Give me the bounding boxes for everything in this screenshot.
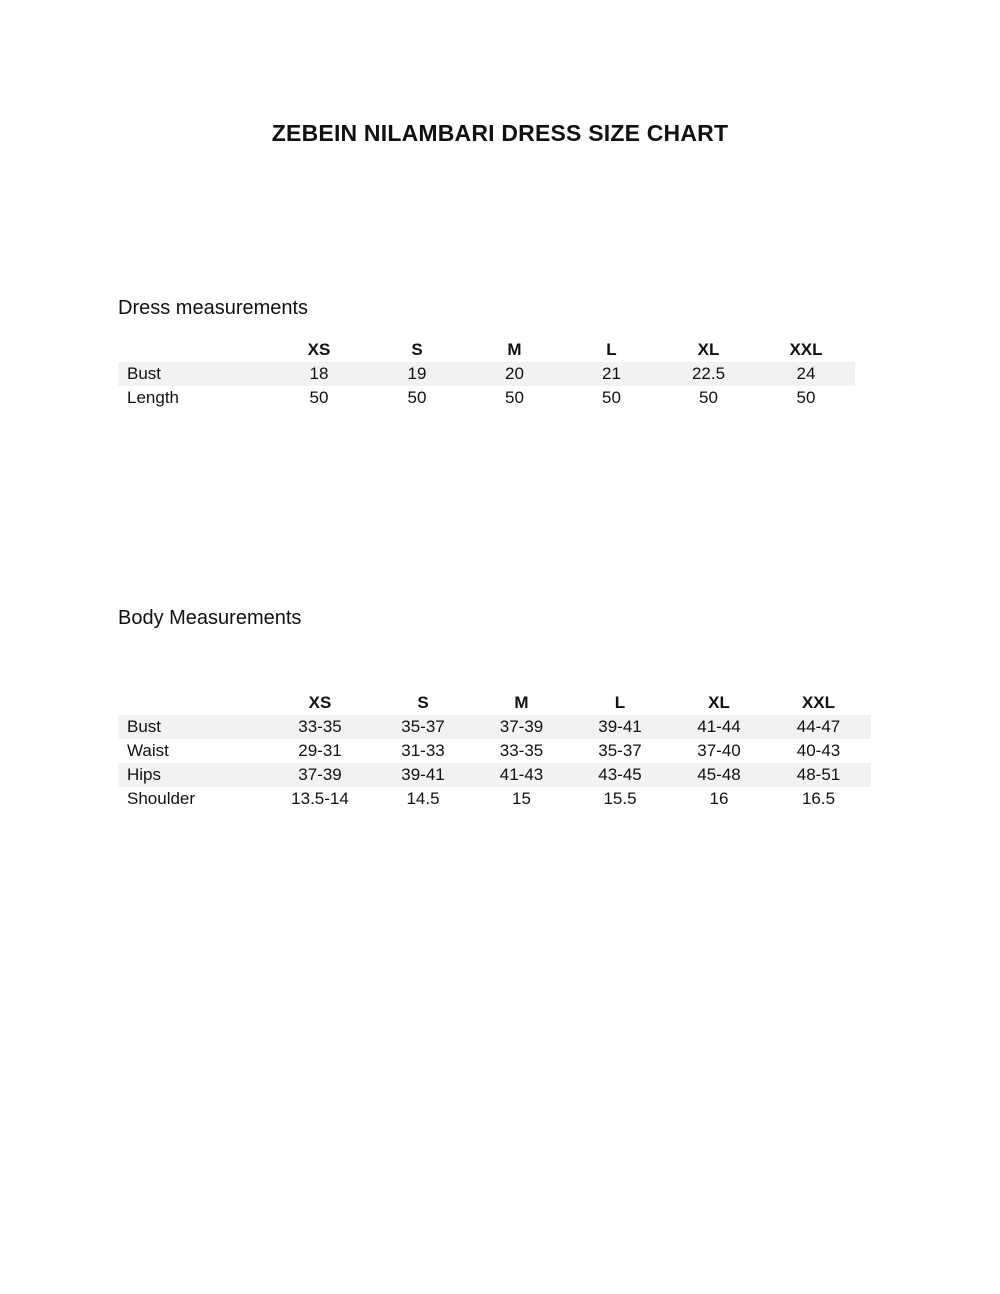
table-cell: 16.5 — [801, 789, 836, 808]
size-header: XS — [307, 340, 331, 359]
table-row — [118, 715, 871, 739]
table-cell: 48-51 — [766, 763, 871, 787]
table-cell: 13.5-14 — [291, 789, 349, 808]
size-header: L — [614, 693, 626, 712]
table-cell: 39-41 — [568, 715, 672, 739]
body-measurements-heading: Body Measurements — [118, 607, 302, 629]
table-cell: 31-33 — [401, 741, 445, 760]
dress-measurements-table — [118, 338, 855, 410]
table-cell: 14.5 — [406, 789, 440, 808]
table-cell: 41-44 — [672, 715, 766, 739]
table-cell: 43-45 — [568, 763, 672, 787]
size-header: L — [606, 340, 617, 359]
dress-measurements-heading: Dress measurements — [118, 297, 309, 319]
table-cell: 37-39 — [269, 763, 371, 787]
table-cell: 16 — [709, 789, 729, 808]
table-row — [118, 362, 855, 386]
row-label: Hips — [118, 763, 269, 787]
table-cell: 20 — [466, 362, 563, 386]
row-label: Bust — [118, 715, 269, 739]
header-label-cell — [118, 691, 269, 715]
table-cell: 44-47 — [766, 715, 871, 739]
size-header: M — [514, 693, 529, 712]
table-cell: 22.5 — [660, 362, 757, 386]
table-row — [118, 763, 871, 787]
row-label: Shoulder — [127, 789, 196, 808]
page-title: ZEBEIN NILAMBARI DRESS SIZE CHART — [271, 120, 729, 146]
table-cell: 50 — [602, 388, 621, 407]
table-cell: 39-41 — [371, 763, 475, 787]
table-cell: 37-40 — [697, 741, 741, 760]
row-label: Length — [127, 388, 179, 407]
table-cell: 35-37 — [598, 741, 642, 760]
body-measurements-table — [118, 691, 871, 811]
table-cell: 37-39 — [475, 715, 568, 739]
size-header: XXL — [801, 693, 836, 712]
table-cell: 50 — [309, 388, 329, 407]
row-label: Waist — [127, 741, 169, 760]
table-cell: 50 — [407, 388, 427, 407]
table-row — [118, 386, 855, 410]
table-cell: 45-48 — [672, 763, 766, 787]
size-header: M — [507, 340, 522, 359]
table-cell: 50 — [699, 388, 718, 407]
table-cell: 29-31 — [298, 741, 342, 760]
table-cell: 50 — [796, 388, 816, 407]
table-header-row — [118, 338, 855, 362]
table-cell: 18 — [270, 362, 368, 386]
size-header: XS — [308, 693, 332, 712]
row-label: Bust — [118, 362, 270, 386]
size-header: S — [411, 340, 423, 359]
table-header-row — [118, 691, 871, 715]
table-cell: 24 — [757, 362, 855, 386]
size-header: S — [417, 693, 429, 712]
table-row — [118, 739, 871, 763]
table-cell: 15.5 — [603, 789, 637, 808]
table-cell: 41-43 — [475, 763, 568, 787]
table-cell: 15 — [512, 789, 531, 808]
table-cell: 19 — [368, 362, 466, 386]
table-row — [118, 787, 871, 811]
table-cell: 40-43 — [796, 741, 841, 760]
table-cell: 33-35 — [499, 741, 544, 760]
size-header: XXL — [789, 340, 823, 359]
table-cell: 33-35 — [269, 715, 371, 739]
size-header: XL — [697, 340, 720, 359]
header-label-cell — [118, 338, 270, 362]
size-header: XL — [708, 693, 730, 712]
table-cell: 35-37 — [371, 715, 475, 739]
table-cell: 21 — [563, 362, 660, 386]
table-cell: 50 — [505, 388, 524, 407]
